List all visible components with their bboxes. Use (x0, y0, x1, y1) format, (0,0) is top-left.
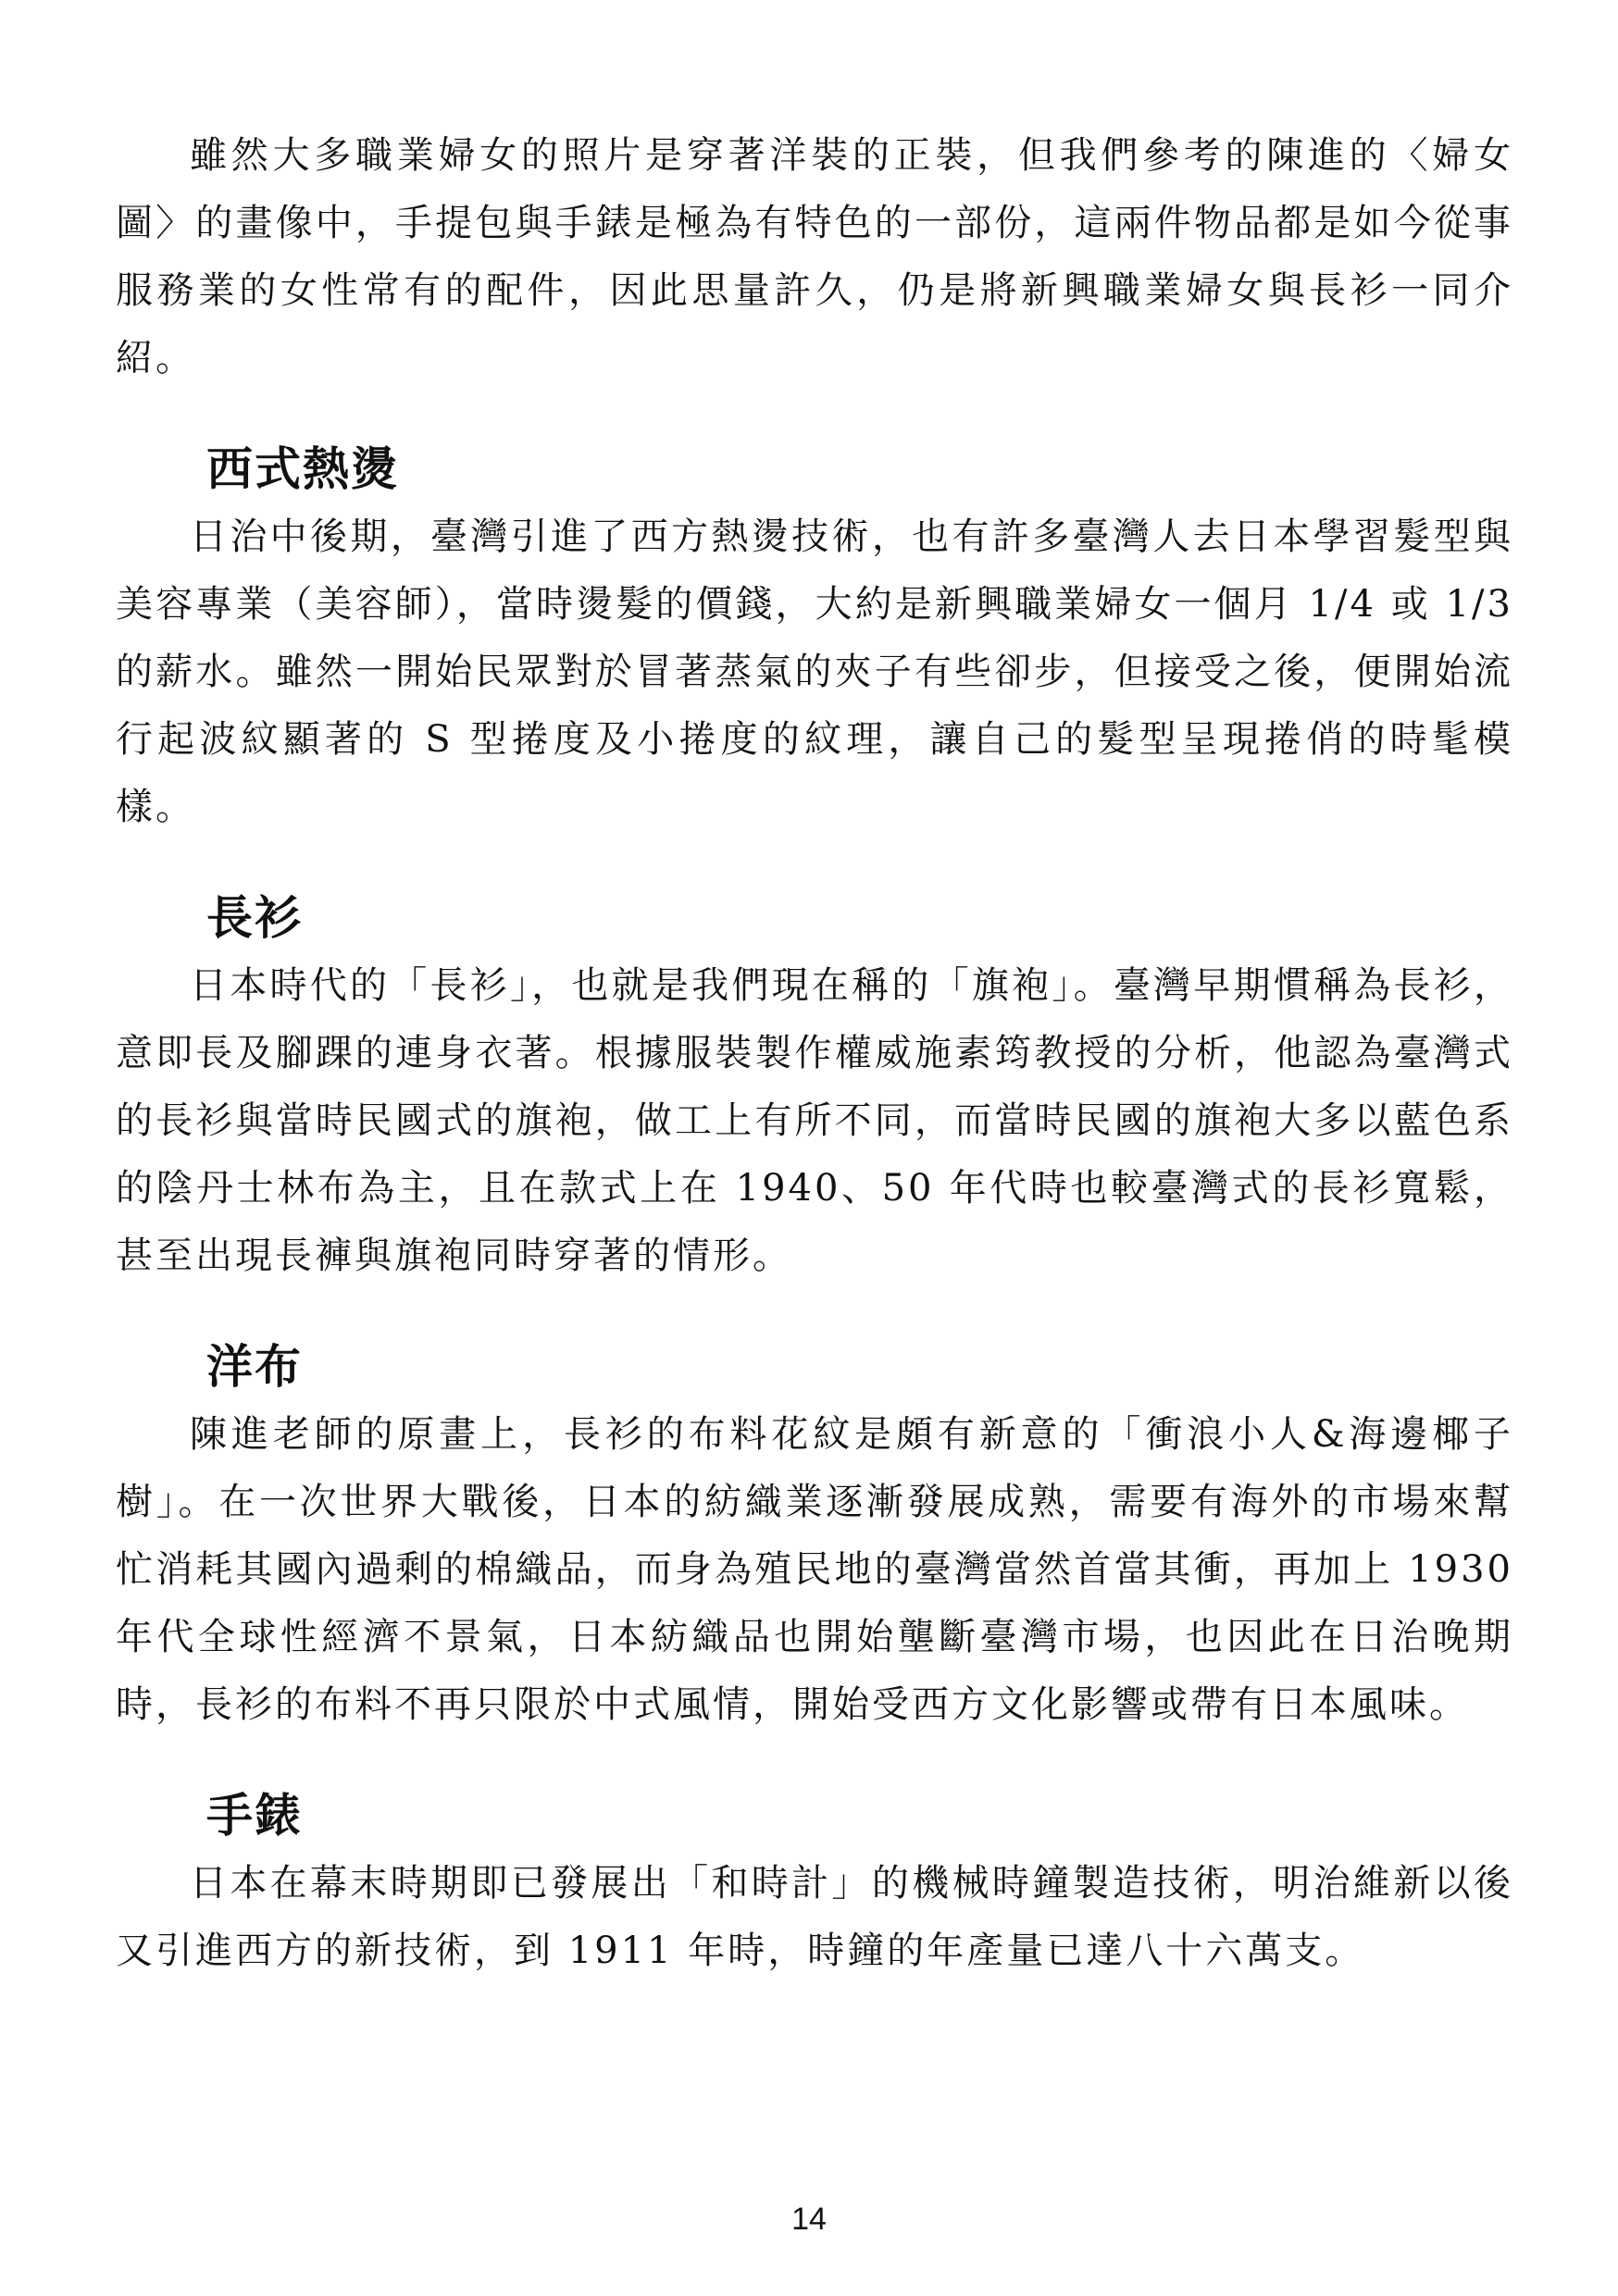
page-content (116, 122, 1513, 1985)
section-heading: 西式熱燙 (206, 442, 399, 496)
section-watch (116, 1785, 1513, 1985)
intro-paragraph: 雖然大多職業婦女的照片是穿著洋裝的正裝，但我們參考的陳進的〈婦女圖〉的畫像中，手提包與手錶是極為有特色的一部份，這兩件物品都是如今從事服務業的女性常有的配件，因此思量許久，仍是將新興職業婦女與長衫一同介紹。 (116, 134, 1513, 379)
section-heading: 手錶 (206, 1789, 303, 1843)
section-cheongsam (116, 887, 1513, 1290)
section-paragraph: 日本時代的「長衫」，也就是我們現在稱的「旗袍」。臺灣早期慣稱為長衫，意即長及腳踝的連身衣著。根據服裝製作權威施素筠教授的分析，他認為臺灣式的長衫與當時民國式的旗袍，做工上有所不同，而當時民國的旗袍大多以藍色系的陰丹士林布為主，且在款式上在 1940、50 年代時也較臺灣式的長衫寬鬆，甚至出現長褲與旗袍同時穿著的情形。 (116, 964, 1513, 1277)
section-paragraph: 陳進老師的原畫上，長衫的布料花紋是頗有新意的「衝浪小人&海邊椰子樹」。在一次世界大戰後，日本的紡織業逐漸發展成熟，需要有海外的市場來幫忙消耗其國內過剩的棉織品，而身為殖民地的臺灣當然首當其衝，再加上 1930 年代全球性經濟不景氣，日本紡織品也開始壟斷臺灣市場，也因此在日治晚期時，長衫的布料不再只限於中式風情，開始受西方文化影響或帶有日本風味。 (116, 1413, 1513, 1726)
section-heading: 長衫 (206, 891, 303, 945)
page-number: 14 (791, 2202, 827, 2237)
section-heading: 洋布 (206, 1340, 303, 1394)
section-fabric (116, 1336, 1513, 1739)
section-perm (116, 439, 1513, 841)
section-paragraph: 日治中後期，臺灣引進了西方熱燙技術，也有許多臺灣人去日本學習髮型與美容專業（美容師），當時燙髮的價錢，大約是新興職業婦女一個月 1/4 或 1/3 的薪水。雖然一開始民眾對於冒著蒸氣的夾子有些卻步，但接受之後，便開始流行起波紋顯著的 S 型捲度及小捲度的紋理，讓自己的髮型呈現捲俏的時髦模樣。 (116, 515, 1513, 828)
section-paragraph: 日本在幕末時期即已發展出「和時計」的機械時鐘製造技術，明治維新以後又引進西方的新技術，到 1911 年時，時鐘的年產量已達八十六萬支。 (116, 1862, 1513, 1972)
